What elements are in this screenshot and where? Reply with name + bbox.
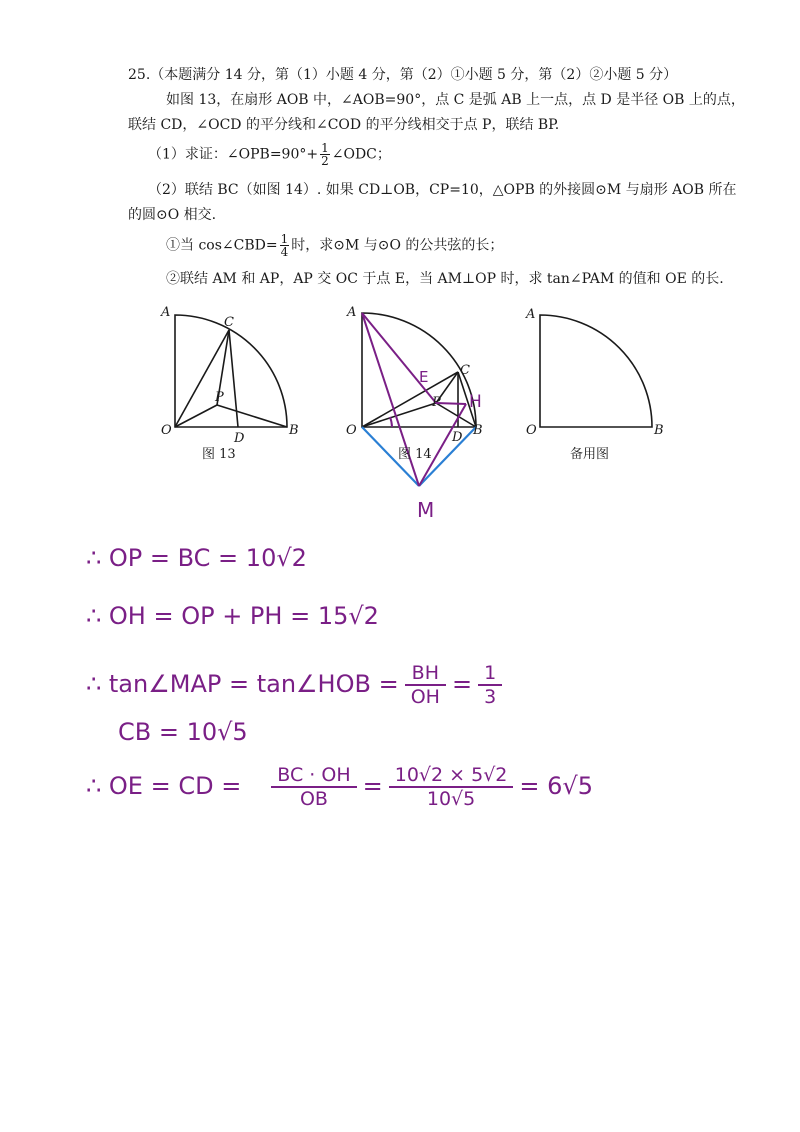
handwriting-line-5-fraction-2	[389, 764, 514, 810]
handwriting-line-5-fraction-1	[271, 764, 356, 810]
handwriting-line-3-result	[478, 662, 502, 708]
fig13-label-B: B	[289, 423, 299, 438]
handwriting-line-5-den-2: 10√5	[426, 788, 476, 810]
spare-label-O: O	[526, 423, 537, 438]
handwriting-line-3	[86, 662, 508, 708]
fig14-label-O: O	[346, 423, 357, 438]
handwriting-line-5-eq: =	[362, 772, 383, 800]
spare-label-B: B	[654, 423, 664, 438]
part-2-line-1: （2）联结 BC（如图 14）. 如果 CD⊥OB，CP=10，△OPB 的外接圆⊙M 与扇形 AOB 所在	[148, 182, 737, 198]
handwriting-line-5	[86, 764, 593, 810]
figure-13	[175, 315, 287, 427]
handwriting-line-5-result: = 6√5	[519, 772, 593, 800]
part-1-suffix: ∠ODC；	[331, 146, 391, 163]
sub-question-2: ②联结 AM 和 AP，AP 交 OC 于点 E，当 AM⊥OP 时，求 tan∠PAM 的值和 OE 的长.	[166, 271, 724, 287]
fig14-label-H: H	[469, 392, 482, 412]
fig14-angle-mark	[390, 417, 392, 427]
fig13-segment-CD	[229, 330, 238, 427]
figures-panel	[0, 0, 800, 530]
fig14-label-M: M	[417, 498, 435, 522]
spare-caption: 备用图	[570, 447, 610, 462]
problem-header: 25.（本题满分 14 分，第（1）小题 4 分，第（2）①小题 5 分，第（2）②小题 5 分）	[128, 67, 678, 83]
handwriting-line-5-num-1: BC · OH	[271, 764, 356, 788]
part-2-line-2: 的圆⊙O 相交.	[128, 207, 217, 223]
fig13-segment-PB	[217, 405, 287, 427]
fig13-label-A: A	[161, 305, 171, 320]
fig14-label-P: P	[432, 395, 441, 410]
handwriting-line-3-fraction	[405, 662, 446, 708]
fig13-label-C: C	[224, 315, 234, 330]
fig14-label-E: E	[419, 368, 429, 386]
fig13-label-O: O	[161, 423, 172, 438]
handwriting-line-5-den-1: OB	[299, 788, 328, 810]
fig14-label-B: B	[473, 423, 483, 438]
fig13-label-D: D	[234, 431, 245, 446]
part-1-prefix: （1）求证：∠OPB=90°+	[148, 146, 319, 163]
handwriting-line-3-result-den: 3	[484, 686, 497, 708]
handwriting-line-1: ∴ OP = BC = 10√2	[86, 544, 307, 572]
part-1-fraction-num: 1	[321, 141, 329, 155]
sub-question-1-suffix: 时，求⊙M 与⊙O 的公共弦的长；	[291, 237, 504, 254]
sub-question-1-fraction-num: 1	[280, 232, 289, 246]
spare-sector	[540, 315, 652, 427]
spare-figure	[540, 315, 652, 427]
sub-question-1-prefix: ①当 cos∠CBD=	[166, 237, 278, 254]
handwriting-line-3-eq: =	[451, 670, 473, 698]
handwriting-line-3-num: BH	[405, 662, 446, 686]
handwriting-line-5-num-2: 10√2 × 5√2	[389, 764, 514, 788]
handwriting-line-3-prefix: ∴ tan∠MAP = tan∠HOB =	[86, 670, 399, 698]
fig13-label-P: P	[215, 390, 224, 405]
handwriting-line-3-den: OH	[410, 686, 440, 708]
fig14-label-C: C	[460, 363, 470, 378]
problem-intro-line-2: 联结 CD，∠OCD 的平分线和∠COD 的平分线相交于点 P，联结 BP.	[128, 117, 560, 133]
handwriting-line-3-result-num: 1	[478, 662, 502, 686]
fig14-segment-AP	[362, 313, 436, 403]
sub-question-1-fraction-den: 4	[280, 245, 289, 259]
handwriting-line-5-prefix: ∴ OE = CD =	[86, 772, 242, 800]
fig14-label-D: D	[452, 430, 463, 445]
problem-intro-line-1: 如图 13，在扇形 AOB 中，∠AOB=90°，点 C 是弧 AB 上一点，点 D 是半径 OB 上的点，	[166, 92, 745, 108]
handwriting-line-2: ∴ OH = OP + PH = 15√2	[86, 602, 379, 630]
handwriting-line-4: CB = 10√5	[118, 718, 248, 746]
fig14-segment-OC	[362, 372, 458, 427]
fig14-caption: 图 14	[398, 447, 432, 462]
fig14-label-A: A	[347, 305, 357, 320]
spare-label-A: A	[526, 307, 536, 322]
part-1-fraction-den: 2	[321, 154, 329, 168]
fig13-caption: 图 13	[202, 447, 236, 462]
